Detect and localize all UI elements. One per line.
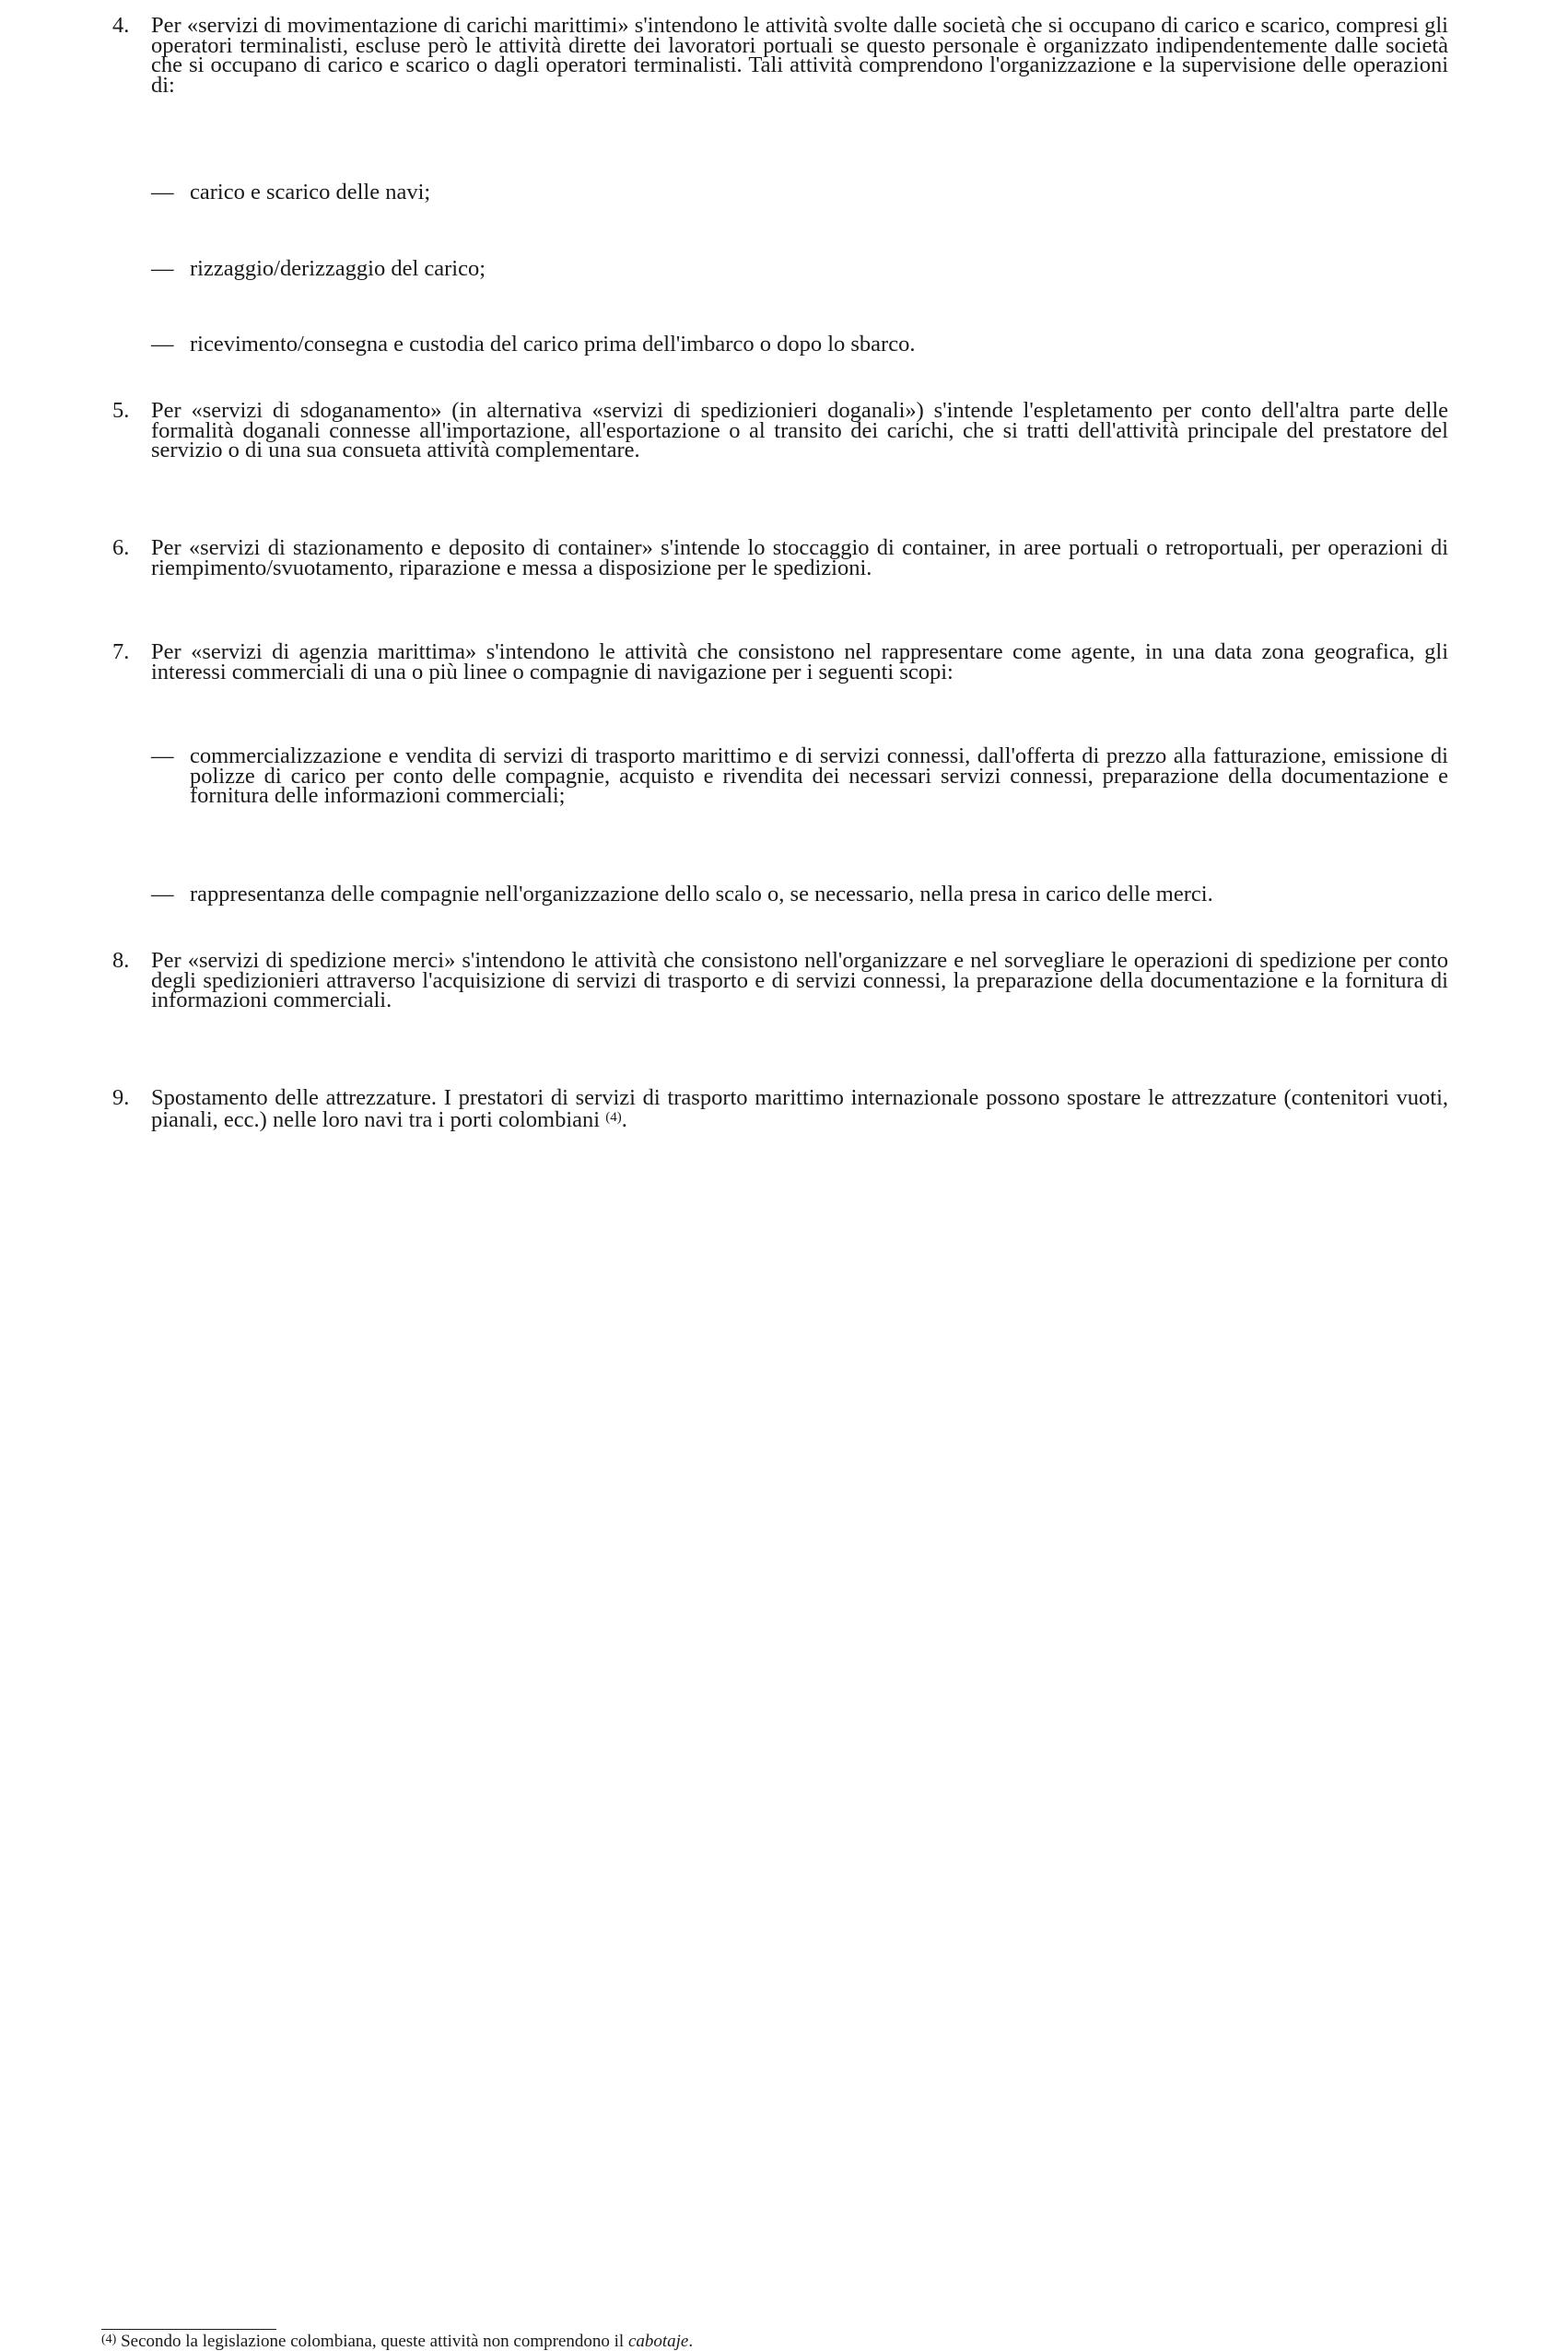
- footnote-separator: [101, 2329, 276, 2330]
- bullet-7-1: [151, 743, 1448, 808]
- footnote-reference: (4): [605, 1109, 622, 1125]
- footnote: [101, 2333, 693, 2349]
- item-8: [112, 948, 1448, 1012]
- item-number: 5.: [112, 398, 130, 423]
- footnote-italic-word: cabotaje: [627, 2332, 689, 2351]
- item-7: [112, 639, 1448, 684]
- dash-mark: —: [151, 180, 174, 205]
- item-number: 8.: [112, 948, 130, 973]
- bullet-text: ricevimento/consegna e custodia del carico prima dell'imbarco o dopo lo sbarco.: [190, 332, 916, 357]
- bullet-text: rizzaggio/derizzaggio del carico;: [190, 256, 486, 281]
- footnote-text: Secondo la legislazione colombiana, queste attività non comprendono il: [121, 2332, 625, 2351]
- bullet-4-2: [151, 256, 1448, 281]
- item-text: [151, 1085, 1448, 1132]
- item-number: 4.: [112, 13, 130, 38]
- item-9: [112, 1085, 1448, 1132]
- dash-mark: —: [151, 882, 174, 906]
- item-text: Per «servizi di sdoganamento» (in alternativa «servizi di spedizionieri doganali») s'intende l'espletamento per conto dell'altra parte delle formalità doganali connesse all'importazione, all'esportazione o al transito dei carichi, che si tratti dell'attività principale del prestatore del servizio o di una sua consueta attività complementare.: [151, 398, 1448, 462]
- item-number: 6.: [112, 535, 130, 560]
- dash-mark: —: [151, 743, 174, 768]
- item-text-end: .: [621, 1106, 627, 1132]
- bullet-7-2: [151, 884, 1448, 905]
- bullet-text: rappresentanza delle compagnie nell'organizzazione dello scalo o, se necessario, nella presa in carico delle merci.: [190, 882, 1213, 906]
- item-6: [112, 535, 1448, 580]
- item-text-main: Spostamento delle attrezzature. I prestatori di servizi di trasporto marittimo internazionale possono spostare le attrezzature (contenitori vuoti, pianali, ecc.) nelle loro navi tra i porti colombiani: [151, 1085, 1448, 1132]
- bullet-text: carico e scarico delle navi;: [190, 180, 431, 205]
- dash-mark: —: [151, 256, 174, 281]
- dash-mark: —: [151, 332, 174, 357]
- item-text: Per «servizi di movimentazione di carichi marittimi» s'intendono le attività svolte dalle società che si occupano di carico e scarico, compresi gli operatori terminalisti, escluse però le attività dirette dei lavoratori portuali se questo personale è organizzato indipendentemente dalle società che si occupano di carico e scarico o dagli operatori terminalisti. Tali attività comprendono l'organizzazione e la supervisione delle operazioni di:: [151, 13, 1448, 98]
- item-text: Per «servizi di agenzia marittima» s'intendono le attività che consistono nel rappresentare come agente, in una data zona geografica, gli interessi commerciali di una o più linee o compagnie di navigazione per i seguenti scopi:: [151, 639, 1448, 684]
- item-number: 7.: [112, 639, 130, 664]
- item-4: [112, 13, 1448, 98]
- footnote-number: (4): [101, 2333, 117, 2346]
- item-text: Per «servizi di spedizione merci» s'intendono le attività che consistono nell'organizzare e nel sorvegliare le operazioni di spedizione per conto degli spedizionieri attraverso l'acquisizione di servizi di trasporto e di servizi connessi, la preparazione della documentazione e la fornitura di informazioni commerciali.: [151, 948, 1448, 1012]
- item-5: [112, 398, 1448, 462]
- bullet-text: commercializzazione e vendita di servizi di trasporto marittimo e di servizi connessi, dall'offerta di prezzo alla fatturazione, emissione di polizze di carico per conto delle compagnie, acquisto e rivendita dei necessari servizi connessi, preparazione della documentazione e fornitura delle informazioni commerciali;: [190, 743, 1448, 808]
- footnote-end: .: [688, 2332, 694, 2351]
- bullet-4-3: [151, 334, 1448, 355]
- bullet-4-1: [151, 182, 1448, 203]
- item-number: 9.: [112, 1085, 130, 1110]
- item-text: Per «servizi di stazionamento e deposito di container» s'intende lo stoccaggio di container, in aree portuali o retroportuali, per operazioni di riempimento/svuotamento, riparazione e messa a disposizione per le spedizioni.: [151, 535, 1448, 580]
